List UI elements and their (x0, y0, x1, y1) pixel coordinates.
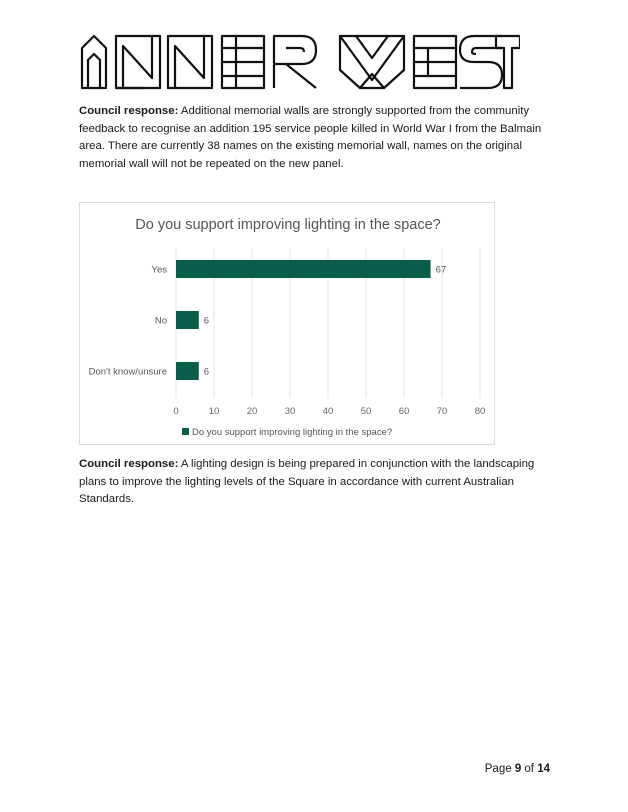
legend-label: Do you support improving lighting in the space? (192, 427, 393, 438)
category-label: Yes (151, 264, 167, 276)
page-number (485, 763, 550, 775)
bar (176, 362, 199, 380)
total-pages: 14 (537, 763, 550, 775)
data-label: 67 (435, 264, 447, 276)
legend-swatch (182, 428, 189, 435)
x-tick-label: 20 (246, 406, 258, 417)
category-label: Don't know/unsure (88, 366, 167, 378)
x-tick-label: 0 (173, 406, 179, 417)
chart-title: Do you support improving lighting in the space? (135, 217, 441, 233)
page-prefix: Page (484, 763, 515, 775)
council-response-label: Council response: (79, 105, 179, 117)
current-page: 9 (514, 763, 522, 775)
inner-west-logo (80, 34, 520, 90)
council-response-memorial (79, 103, 559, 173)
bar (176, 260, 431, 278)
x-tick-label: 70 (436, 406, 448, 417)
x-tick-label: 40 (322, 406, 334, 417)
data-label: 6 (203, 315, 210, 327)
council-response-lighting (79, 456, 559, 509)
bar (176, 311, 199, 329)
x-tick-label: 60 (398, 406, 410, 417)
x-tick-label: 30 (284, 406, 296, 417)
category-label: No (154, 315, 167, 327)
council-response-label: Council response: (79, 458, 179, 470)
council-response-text: Additional memorial walls are strongly supported from the community feedback to recognise an addition 195 service people killed in World War I from the Balmain area. There are currently 38 names on the existing memorial wall, names on the original memorial wall will not be repeated on the new panel. (79, 105, 542, 170)
x-tick-label: 10 (208, 406, 220, 417)
lighting-support-chart (79, 202, 495, 445)
x-tick-label: 80 (474, 406, 486, 417)
council-response-text: A lighting design is being prepared in conjunction with the landscaping plans to improve the lighting levels of the Square in accordance with current Australian Standards. (79, 458, 535, 506)
data-label: 6 (203, 366, 210, 378)
chart-canvas (80, 203, 496, 446)
x-tick-label: 50 (360, 406, 372, 417)
page-of: of (521, 763, 538, 775)
